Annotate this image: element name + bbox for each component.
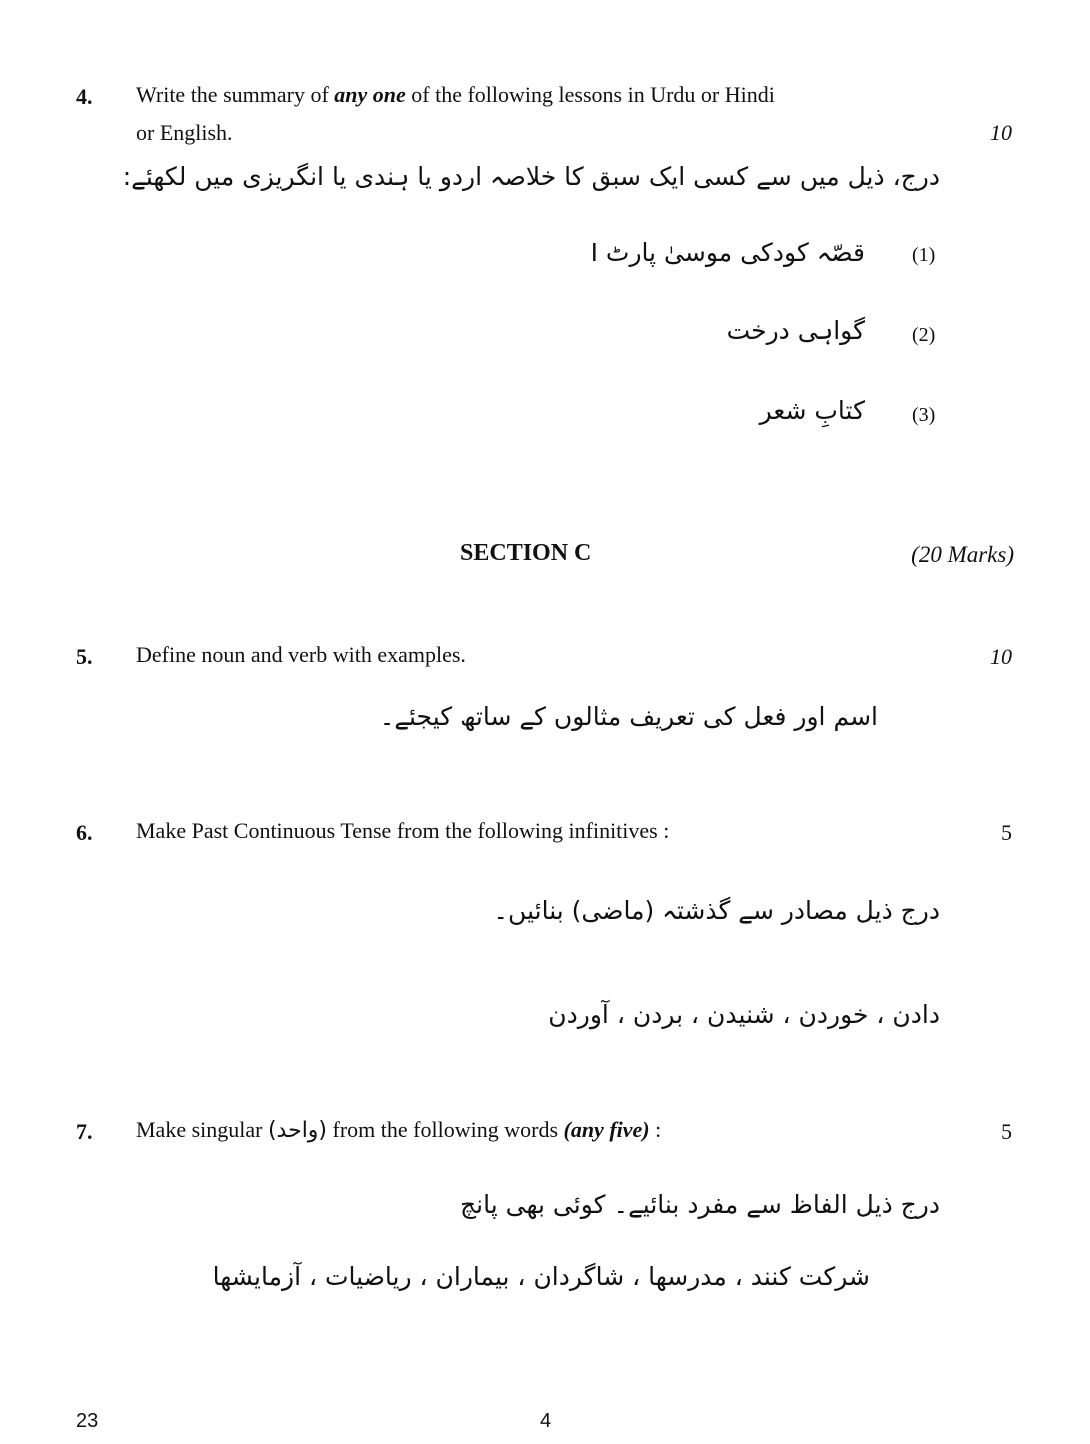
question-7-text-before: Make singular	[136, 1117, 268, 1142]
question-4-text-line2: or English.	[136, 120, 233, 145]
section-c-marks: (20 Marks)	[911, 542, 1014, 567]
question-4-text	[136, 76, 956, 152]
footer-code: 23	[76, 1410, 99, 1432]
question-7-urdu: درج ذیل الفاظ سے مفرد بنائیے۔ کوئی بھی پانچ	[460, 1190, 940, 1219]
question-5-number: 5.	[76, 644, 93, 669]
question-7-urdu-paren: (واحد)	[267, 1118, 328, 1143]
question-4-option-2-text: گواہی درخت	[726, 316, 865, 345]
question-7-words: شرکت کنند ، مدرسھا ، شاگردان ، بیماران ، ریاضیات ، آزمایشھا	[212, 1262, 870, 1291]
question-7-text-after: :	[649, 1117, 662, 1142]
question-7-text-mid: from the following words	[327, 1117, 564, 1142]
question-7-number: 7.	[76, 1119, 93, 1144]
question-4-marks: 10	[990, 120, 1012, 145]
question-4-urdu-instruction: درج، ذیل میں سے کسی ایک سبق کا خلاصہ اردو یا ہندی یا انگریزی میں لکھئے:	[122, 162, 940, 191]
question-4-option-1-text: قصّہ کودکی موسیٰ پارٹ I	[590, 238, 865, 267]
question-6-text: Make Past Continuous Tense from the following infinitives :	[136, 818, 670, 843]
question-4-option-2-number: (2)	[912, 324, 936, 346]
question-6-words: دادن ، خوردن ، شنیدن ، بردن ، آوردن	[548, 1000, 940, 1029]
question-5-text: Define noun and verb with examples.	[136, 642, 466, 667]
question-6-number: 6.	[76, 820, 93, 845]
question-5-urdu: اسم اور فعل کی تعریف مثالوں کے ساتھ کیجئے۔	[379, 702, 878, 731]
section-c-title: SECTION C	[460, 540, 592, 566]
page-number: 4	[540, 1410, 552, 1432]
question-4-text-before: Write the summary of	[136, 82, 335, 107]
question-4-emphasis: any one	[334, 82, 406, 107]
question-4-option-3-number: (3)	[912, 404, 936, 426]
question-5-marks: 10	[990, 644, 1012, 669]
question-7-emphasis: (any five)	[563, 1117, 650, 1142]
question-4-text-after: of the following lessons in Urdu or Hindi	[405, 82, 775, 107]
question-4-option-3-text: کتابِ شعر	[759, 396, 865, 425]
question-6-urdu: درج ذیل مصادر سے گذشتہ (ماضی) بنائیں۔	[493, 896, 940, 925]
question-4-number: 4.	[76, 84, 93, 109]
question-7-marks: 5	[1001, 1119, 1012, 1144]
question-4-option-1-number: (1)	[912, 244, 936, 266]
question-6-marks: 5	[1001, 820, 1012, 845]
question-7-text	[136, 1111, 661, 1150]
